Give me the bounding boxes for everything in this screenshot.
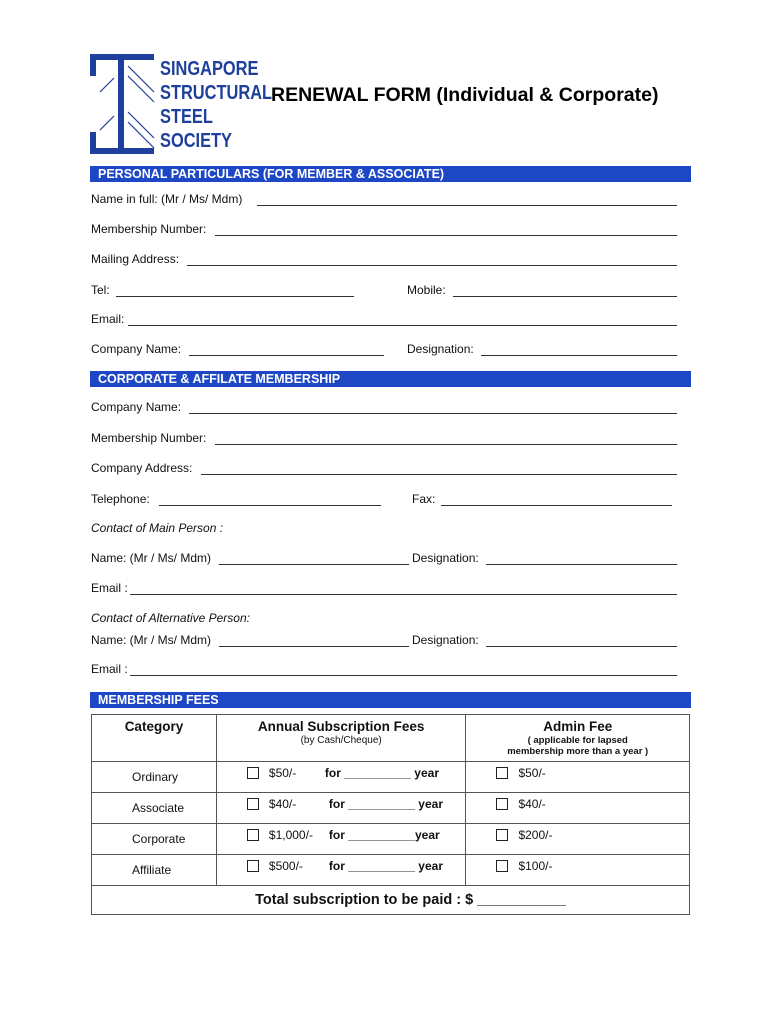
corporate-fax-label: Fax: bbox=[412, 492, 436, 506]
fees-table-header-row bbox=[92, 715, 690, 762]
personal-mailing-address-field[interactable] bbox=[187, 265, 677, 266]
section-header-corporate bbox=[90, 371, 691, 387]
alt-contact-email-label: Email : bbox=[91, 662, 128, 676]
admin-fee-affiliate: $100/- bbox=[518, 859, 553, 873]
fees-admin-cell bbox=[466, 824, 690, 855]
main-contact-email-label: Email : bbox=[91, 581, 128, 595]
corporate-company-address-field[interactable] bbox=[201, 474, 677, 475]
admin-fee-associate: $40/- bbox=[518, 797, 546, 811]
admin-fee-corporate: $200/- bbox=[518, 828, 553, 842]
personal-membership-number-field[interactable] bbox=[215, 235, 677, 236]
corporate-telephone-label: Telephone: bbox=[91, 492, 150, 506]
personal-company-name-field[interactable] bbox=[189, 355, 384, 356]
main-contact-designation-field[interactable] bbox=[486, 564, 677, 565]
fees-header-category bbox=[92, 715, 217, 762]
personal-mailing-address-label: Mailing Address: bbox=[91, 252, 180, 266]
alt-contact-name-field[interactable] bbox=[219, 646, 409, 647]
logo-text-line-3: STEEL bbox=[160, 106, 213, 128]
admin-checkbox-affiliate[interactable] bbox=[496, 860, 508, 872]
main-contact-name-field[interactable] bbox=[219, 564, 409, 565]
fees-header-category-label: Category bbox=[124, 719, 184, 734]
personal-email-label: Email: bbox=[91, 312, 125, 326]
personal-mobile-field[interactable] bbox=[453, 296, 677, 297]
fees-header-annual bbox=[216, 715, 466, 762]
corporate-company-name-field[interactable] bbox=[189, 413, 677, 414]
annual-years-associate[interactable]: for __________ year bbox=[328, 797, 443, 811]
fees-header-admin-sublabel-1: ( applicable for lapsed bbox=[527, 735, 628, 746]
alt-contact-email-field[interactable] bbox=[130, 675, 677, 676]
section-header-fees bbox=[90, 692, 691, 708]
section-header-fees-label: MEMBERSHIP FEES bbox=[98, 693, 219, 707]
fees-header-admin-sublabel-2: membership more than a year ) bbox=[507, 746, 649, 757]
corporate-fax-field[interactable] bbox=[441, 505, 672, 506]
alt-contact-designation-label: Designation: bbox=[412, 633, 479, 647]
fees-annual-cell bbox=[216, 762, 466, 793]
fees-admin-cell bbox=[466, 855, 690, 886]
fees-category-cell: Corporate bbox=[92, 824, 217, 855]
admin-fee-ordinary: $50/- bbox=[518, 766, 546, 780]
personal-tel-label: Tel: bbox=[91, 283, 110, 297]
fees-annual-cell bbox=[216, 855, 466, 886]
annual-checkbox-associate[interactable] bbox=[247, 798, 259, 810]
fees-row-ordinary bbox=[92, 762, 690, 793]
corporate-membership-number-field[interactable] bbox=[215, 444, 677, 445]
personal-mobile-label: Mobile: bbox=[407, 283, 446, 297]
annual-fee-ordinary: $50/- bbox=[268, 766, 297, 780]
main-contact-email-field[interactable] bbox=[130, 594, 677, 595]
fees-total-cell bbox=[92, 886, 690, 915]
fees-table bbox=[91, 714, 690, 915]
personal-company-name-label: Company Name: bbox=[91, 342, 182, 356]
corporate-telephone-field[interactable] bbox=[159, 505, 381, 506]
personal-email-field[interactable] bbox=[128, 325, 677, 326]
annual-years-affiliate[interactable]: for __________ year bbox=[328, 859, 443, 873]
personal-membership-number-label: Membership Number: bbox=[91, 222, 207, 236]
annual-years-corporate[interactable]: for __________year bbox=[328, 828, 440, 842]
corporate-company-name-label: Company Name: bbox=[91, 400, 182, 414]
fees-header-annual-sublabel: (by Cash/Cheque) bbox=[300, 735, 382, 746]
alt-contact-designation-field[interactable] bbox=[486, 646, 677, 647]
fees-header-admin bbox=[466, 715, 690, 762]
fees-admin-cell bbox=[466, 762, 690, 793]
fees-header-admin-label: Admin Fee bbox=[543, 719, 613, 734]
section-header-personal bbox=[90, 166, 691, 182]
form-title: RENEWAL FORM (Individual & Corporate) bbox=[271, 84, 659, 106]
annual-fee-corporate: $1,000/- bbox=[268, 828, 313, 842]
annual-fee-associate: $40/- bbox=[268, 797, 297, 811]
main-contact-name-label: Name: (Mr / Ms/ Mdm) bbox=[91, 551, 211, 565]
section-header-personal-label: PERSONAL PARTICULARS (FOR MEMBER & ASSOCIATE) bbox=[98, 167, 445, 181]
total-subscription-label[interactable]: Total subscription to be paid : $ ___________ bbox=[255, 892, 566, 908]
admin-checkbox-associate[interactable] bbox=[496, 798, 508, 810]
fees-category-cell: Ordinary bbox=[92, 762, 217, 793]
fees-total-row bbox=[92, 886, 690, 915]
logo-text-line-4: SOCIETY bbox=[160, 130, 232, 152]
fees-annual-cell bbox=[216, 793, 466, 824]
alt-contact-heading: Contact of Alternative Person: bbox=[91, 611, 250, 625]
corporate-membership-number-label: Membership Number: bbox=[91, 431, 207, 445]
logo-text-line-1: SINGAPORE bbox=[160, 58, 259, 80]
personal-designation-field[interactable] bbox=[481, 355, 677, 356]
annual-fee-affiliate: $500/- bbox=[268, 859, 303, 873]
main-contact-heading: Contact of Main Person : bbox=[91, 521, 224, 535]
alt-contact-name-label: Name: (Mr / Ms/ Mdm) bbox=[91, 633, 211, 647]
fees-category-cell: Affiliate bbox=[92, 855, 217, 886]
corporate-company-address-label: Company Address: bbox=[91, 461, 193, 475]
logo-text-line-2: STRUCTURAL bbox=[160, 82, 273, 104]
personal-name-field[interactable] bbox=[257, 205, 677, 206]
fees-admin-cell bbox=[466, 793, 690, 824]
fees-row-corporate bbox=[92, 824, 690, 855]
admin-checkbox-ordinary[interactable] bbox=[496, 767, 508, 779]
annual-checkbox-affiliate[interactable] bbox=[247, 860, 259, 872]
personal-name-label: Name in full: (Mr / Ms/ Mdm) bbox=[91, 192, 243, 206]
annual-checkbox-corporate[interactable] bbox=[247, 829, 259, 841]
section-header-corporate-label: CORPORATE & AFFILATE MEMBERSHIP bbox=[98, 372, 341, 386]
main-contact-designation-label: Designation: bbox=[412, 551, 479, 565]
fees-row-affiliate bbox=[92, 855, 690, 886]
annual-years-ordinary[interactable]: for __________ year bbox=[324, 766, 439, 780]
fees-annual-cell bbox=[216, 824, 466, 855]
personal-designation-label: Designation: bbox=[407, 342, 474, 356]
fees-category-cell: Associate bbox=[92, 793, 217, 824]
admin-checkbox-corporate[interactable] bbox=[496, 829, 508, 841]
fees-row-associate bbox=[92, 793, 690, 824]
personal-tel-field[interactable] bbox=[116, 296, 354, 297]
annual-checkbox-ordinary[interactable] bbox=[247, 767, 259, 779]
society-logo-mark bbox=[88, 52, 160, 160]
fees-header-annual-label: Annual Subscription Fees bbox=[257, 719, 425, 734]
